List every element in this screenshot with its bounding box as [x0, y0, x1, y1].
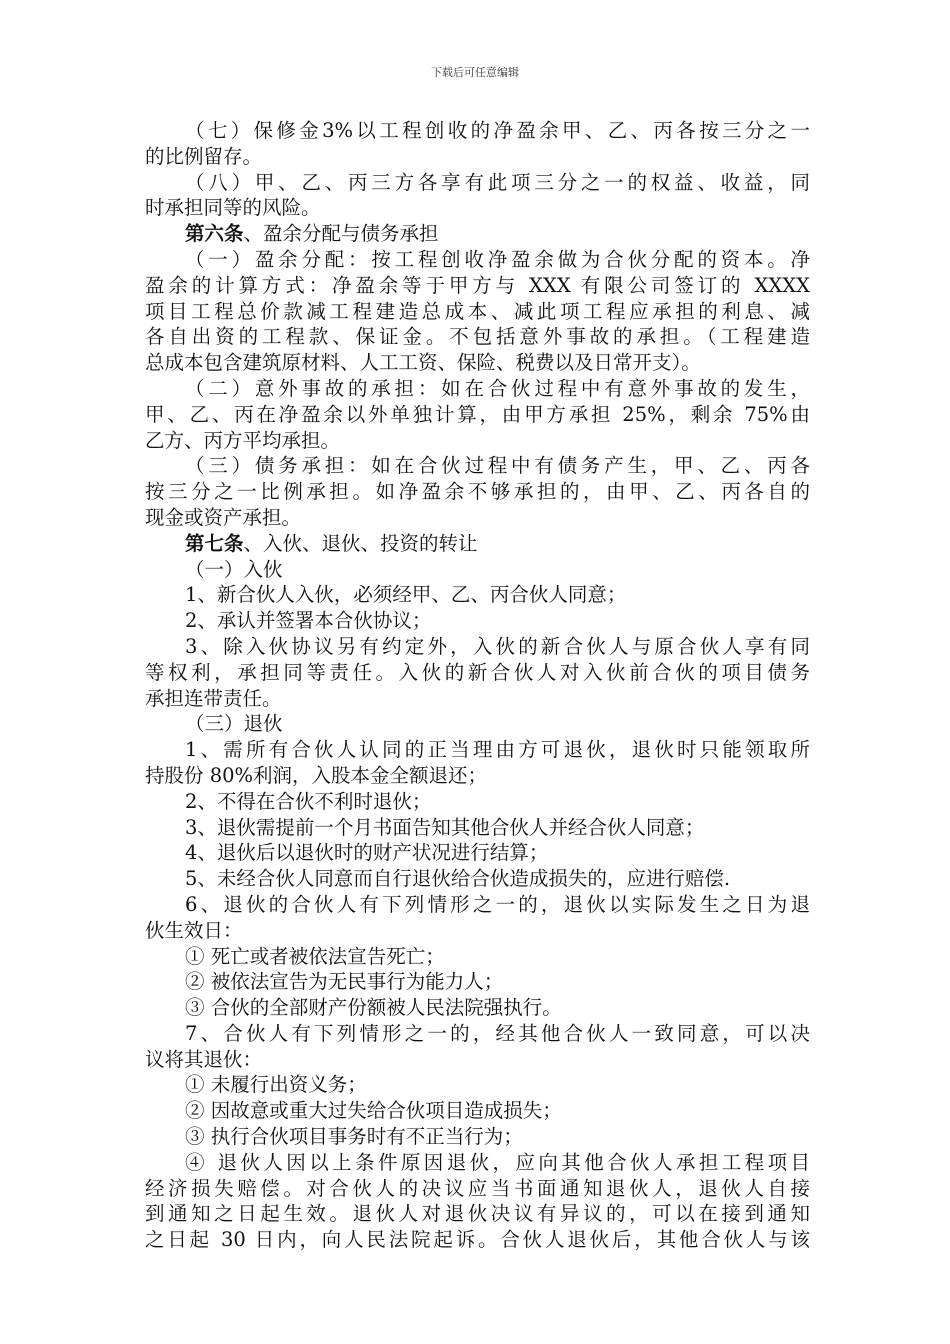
text-line — [145, 1124, 810, 1150]
line-text: 、盈余分配与债务承担 — [243, 222, 439, 246]
article-heading: 第七条 — [185, 531, 244, 555]
text-line — [145, 608, 810, 634]
text-line — [145, 1150, 810, 1176]
line-text: 甲、乙、丙在净盈余以外单独计算，由甲方承担 25%，剩余 75%由 — [145, 402, 810, 426]
line-text: ① 死亡或者被依法宣告死亡； — [185, 944, 445, 968]
line-text: 6、退伙的合伙人有下列情形之一的，退伙以实际发生之日为退 — [185, 892, 810, 916]
line-text: 2、承认并签署本合伙协议； — [185, 609, 432, 633]
line-text: 时承担同等的风险。 — [145, 196, 321, 220]
page-header: 下载后可任意编辑 — [431, 66, 519, 79]
line-text: 2、不得在合伙不利时退伙； — [185, 789, 432, 813]
text-line — [145, 944, 810, 970]
line-text: 、入伙、退伙、投资的转让 — [243, 531, 478, 555]
line-text: 议将其退伙： — [145, 1047, 263, 1071]
text-line — [145, 557, 810, 583]
line-text: （八）甲、乙、丙三方各享有此项三分之一的权益、收益，同 — [185, 170, 810, 194]
text-line — [145, 660, 810, 686]
line-text: 盈余的计算方式：净盈余等于甲方与 XXX 有限公司签订的 XXXX — [145, 273, 810, 297]
text-line — [145, 531, 810, 557]
text-line — [145, 428, 810, 454]
text-line — [145, 995, 810, 1021]
line-text: ④ 退伙人因以上条件原因退伙，应向其他合伙人承担工程项目 — [185, 1150, 810, 1174]
text-line — [145, 376, 810, 402]
text-line — [145, 737, 810, 763]
text-line — [145, 299, 810, 325]
line-text: 1、需所有合伙人认同的正当理由方可退伙，退伙时只能领取所 — [185, 738, 810, 762]
line-text: （二）意外事故的承担：如在合伙过程中有意外事故的发生， — [185, 376, 810, 400]
text-line — [145, 789, 810, 815]
line-text: 3、除入伙协议另有约定外，入伙的新合伙人与原合伙人享有同 — [185, 634, 810, 658]
text-line — [145, 402, 810, 428]
text-line — [145, 221, 810, 247]
text-line — [145, 918, 810, 944]
text-line — [145, 479, 810, 505]
text-line — [145, 634, 810, 660]
text-line — [145, 273, 810, 299]
text-line — [145, 1021, 810, 1047]
line-text: （三）退伙 — [185, 712, 283, 736]
line-text: ② 因故意或重大过失给合伙项目造成损失； — [185, 1099, 562, 1123]
text-line — [145, 453, 810, 479]
line-text: 项目工程总价款减工程建造总成本、减此项工程应承担的利息、减 — [145, 299, 810, 323]
line-text: 承担连带责任。 — [145, 686, 282, 710]
line-text: 5、未经合伙人同意而自行退伙给合伙造成损失的，应进行赔偿. — [185, 867, 731, 891]
line-text: 的比例留存。 — [145, 144, 263, 168]
text-line — [145, 1047, 810, 1073]
line-text: （一）盈余分配：按工程创收净盈余做为合伙分配的资本。净 — [185, 247, 810, 271]
line-text: 到通知之日起生效。退伙人对退伙决议有异议的，可以在接到通知 — [145, 1202, 810, 1226]
text-line — [145, 195, 810, 221]
line-text: 总成本包含建筑原材料、人工工资、保险、税费以及日常开支）。 — [145, 351, 701, 375]
line-text: （七）保修金3%以工程创收的净盈余甲、乙、丙各按三分之一 — [185, 119, 810, 142]
line-text: 按三分之一比例承担。如净盈余不够承担的，由甲、乙、丙各自的 — [145, 480, 810, 504]
line-text: ② 被依法宣告为无民事行为能力人； — [185, 970, 504, 994]
line-text: 3、退伙需提前一个月书面告知其他合伙人并经合伙人同意； — [185, 815, 705, 839]
text-line — [145, 1201, 810, 1227]
text-line — [145, 144, 810, 170]
line-text: （一）入伙 — [185, 557, 283, 581]
line-text: 之日起 30 日内，向人民法院起诉。合伙人退伙后，其他合伙人与该 — [145, 1228, 810, 1252]
text-line — [145, 170, 810, 196]
text-line — [145, 1098, 810, 1124]
line-text: ① 未履行出资义务； — [185, 1073, 367, 1097]
text-line — [145, 582, 810, 608]
text-line — [145, 711, 810, 737]
article-heading: 第六条 — [185, 222, 244, 246]
text-line — [145, 1227, 810, 1253]
text-line — [145, 118, 810, 144]
line-text: 各自出资的工程款、保证金。不包括意外事故的承担。（工程建造 — [145, 325, 810, 349]
text-line — [145, 324, 810, 350]
line-text: 7、合伙人有下列情形之一的，经其他合伙人一致同意，可以决 — [185, 1021, 810, 1045]
line-text: （三）债务承担：如在合伙过程中有债务产生，甲、乙、丙各 — [185, 454, 810, 478]
line-text: 持股份 80%利润，入股本金全额退还； — [145, 763, 488, 787]
line-text: 1、新合伙人入伙，必须经甲、乙、丙合伙人同意； — [185, 583, 627, 607]
text-line — [145, 505, 810, 531]
text-line — [145, 763, 810, 789]
text-line — [145, 350, 810, 376]
text-line — [145, 1176, 810, 1202]
text-line — [145, 686, 810, 712]
line-text: ③ 合伙的全部财产份额被人民法院强执行。 — [185, 996, 562, 1020]
text-line — [145, 866, 810, 892]
text-line — [145, 840, 810, 866]
line-text: 等权利，承担同等责任。入伙的新合伙人对入伙前合伙的项目债务 — [145, 660, 810, 684]
text-line — [145, 969, 810, 995]
text-line — [145, 1072, 810, 1098]
line-text: 经济损失赔偿。对合伙人的决议应当书面通知退伙人，退伙人自接 — [145, 1176, 810, 1200]
line-text: 伙生效日： — [145, 918, 243, 942]
line-text: 乙方、丙方平均承担。 — [145, 428, 341, 452]
text-line — [145, 815, 810, 841]
document-body — [145, 118, 810, 1253]
text-line — [145, 892, 810, 918]
line-text: 现金或资产承担。 — [145, 505, 302, 529]
line-text: ③ 执行合伙项目事务时有不正当行为； — [185, 1125, 523, 1149]
text-line — [145, 247, 810, 273]
line-text: 4、退伙后以退伙时的财产状况进行结算； — [185, 841, 549, 865]
